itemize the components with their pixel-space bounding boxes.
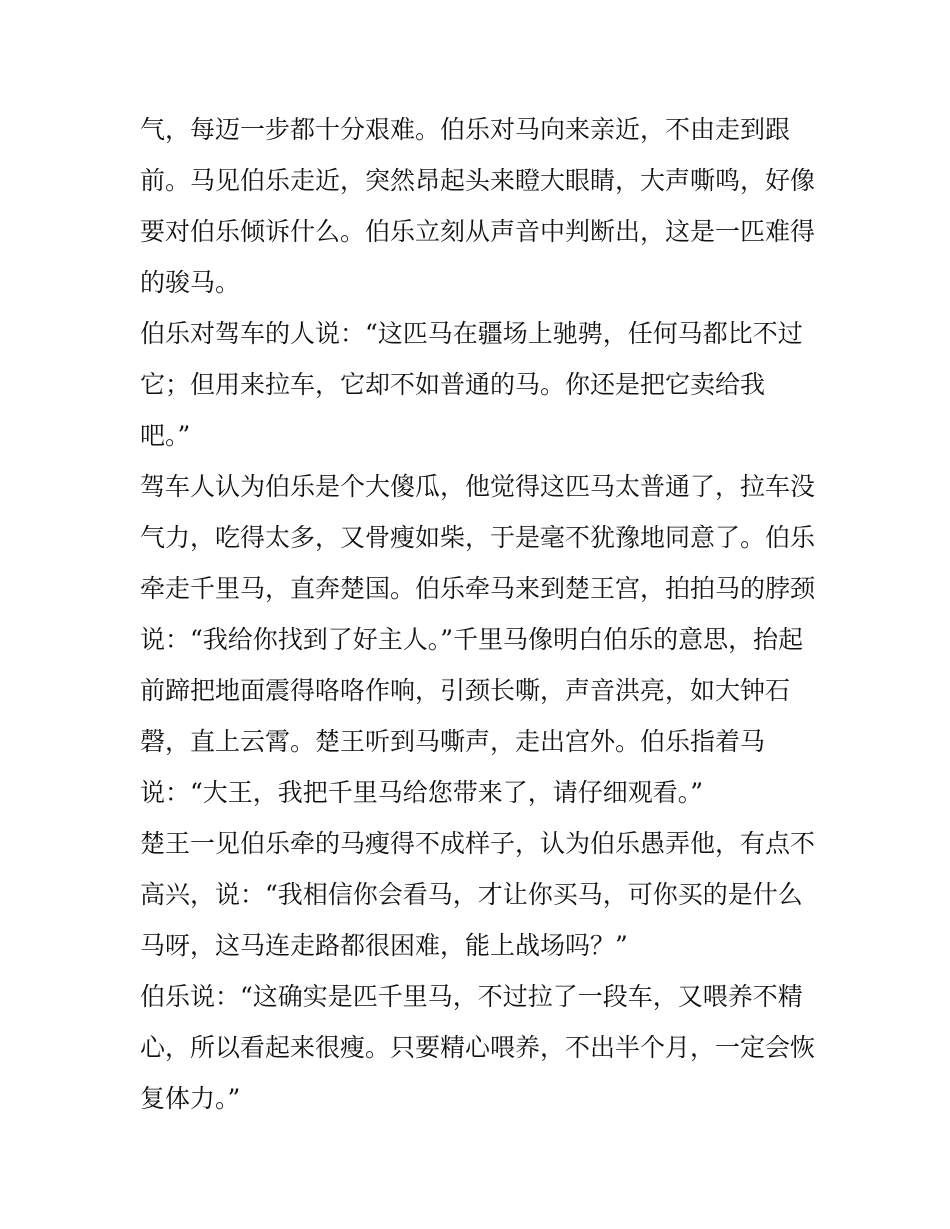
text-line: 马呀，这马连走路都很困难，能上战场吗？” [140,931,628,960]
text-line: 前蹄把地面震得咯咯作响，引颈长嘶，声音洪亮，如大钟石 [140,676,791,705]
story-text [140,104,840,1124]
text-line: 气力，吃得太多，又骨瘦如柴，于是毫不犹豫地同意了。伯乐 [140,523,816,552]
text-line: 驾车人认为伯乐是个大傻瓜，他觉得这匹马太普通了，拉车没 [140,472,816,501]
text-line: 楚王一见伯乐牵的马瘦得不成样子，认为伯乐愚弄他，有点不 [140,829,816,858]
text-line: 心，所以看起来很瘦。只要精心喂养，不出半个月，一定会恢 [140,1033,816,1062]
text-line: 牵走千里马，直奔楚国。伯乐牵马来到楚王宫，拍拍马的脖颈 [140,574,816,603]
text-line: 高兴，说：“我相信你会看马，才让你买马，可你买的是什么 [140,880,803,909]
text-line: 的骏马。 [140,268,241,297]
text-line: 说：“我给你找到了好主人。”千里马像明白伯乐的意思，抬起 [140,625,804,654]
text-line: 磬，直上云霄。楚王听到马嘶声，走出宫外。伯乐指着马 [140,727,766,756]
text-line: 伯乐对驾车的人说：“这匹马在疆场上驰骋，任何马都比不过 [140,319,803,348]
text-line: 伯乐说：“这确实是匹千里马，不过拉了一段车，又喂养不精 [140,982,803,1011]
text-line: 气，每迈一步都十分艰难。伯乐对马向来亲近，不由走到跟 [140,115,791,144]
text-line: 吧。” [140,421,191,450]
text-line: 要对伯乐倾诉什么。伯乐立刻从声音中判断出，这是一匹难得 [140,217,816,246]
text-line: 前。马见伯乐走近，突然昂起头来瞪大眼睛，大声嘶鸣，好像 [140,166,816,195]
text-line: 说：“大王，我把千里马给您带来了，请仔细观看。” [140,778,704,807]
text-line: 它；但用来拉车，它却不如普通的马。你还是把它卖给我 [140,370,766,399]
text-line: 复体力。” [140,1084,241,1113]
